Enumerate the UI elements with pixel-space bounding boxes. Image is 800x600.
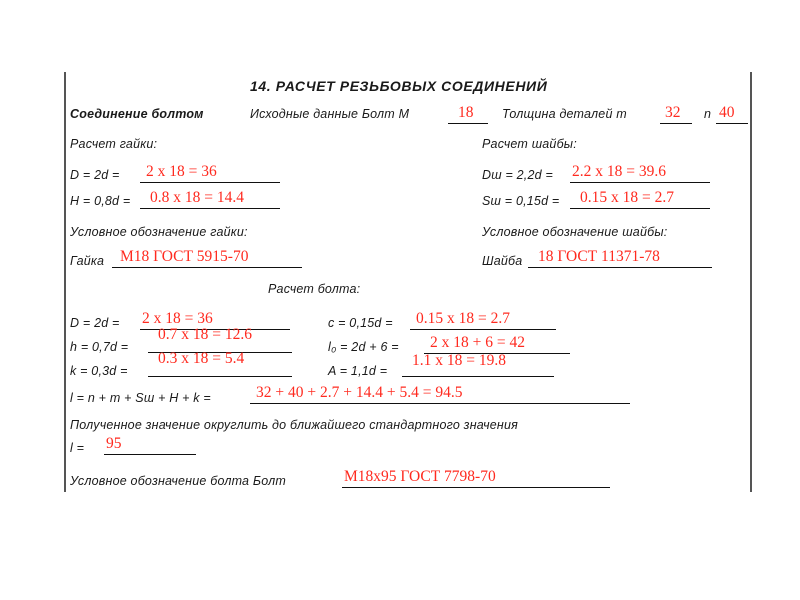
bolt-l-label: l = n + m + Sш + H + k = [70,391,211,405]
round-note: Полученное значение округлить до ближайшего стандартного значения [70,418,519,432]
washer-designation-value: 18 ГОСТ 11371-78 [538,248,660,265]
bolt-A-label: A = 1,1d = [328,364,388,378]
nut-D-label: D = 2d = [70,168,120,182]
bolt-A-value: 1.1 x 18 = 19.8 [412,352,506,369]
nut-designation-value: М18 ГОСТ 5915-70 [120,248,249,265]
bolt-h-label: h = 0,7d = [70,340,129,354]
nut-heading: Расчет гайки: [70,137,158,151]
bolt-D-label: D = 2d = [70,316,120,330]
bolt-heading: Расчет болта: [268,282,361,296]
bolt-k-label: k = 0,3d = [70,364,128,378]
n-label: n [704,107,712,121]
form-title: 14. РАСЧЕТ РЕЗЬБОВЫХ СОЕДИНЕНИЙ [250,78,548,94]
bolt-l0-label: l₀ = 2d + 6 = [328,340,399,354]
washer-heading: Расчет шайбы: [482,137,577,151]
n-value: 40 [719,104,735,121]
nut-D-value: 2 x 18 = 36 [146,163,217,180]
bolt-D-value: 2 x 18 = 36 [142,310,213,327]
bolt-diameter-value: 18 [458,104,474,121]
nut-designation-label: Условное обозначение гайки: [70,225,248,239]
bolt-designation-value: М18х95 ГОСТ 7798-70 [344,468,496,485]
washer-Dsh-value: 2.2 x 18 = 39.6 [572,163,666,180]
bolt-h-value: 0.7 x 18 = 12.6 [158,326,252,343]
m-value: 32 [665,104,681,121]
washer-Ssh-value: 0.15 x 18 = 2.7 [580,189,674,206]
bolt-connection-label: Соединение болтом [70,107,204,121]
bolt-k-value: 0.3 x 18 = 5.4 [158,350,245,367]
washer-designation-label: Условное обозначение шайбы: [482,225,668,239]
nut-H-value: 0.8 x 18 = 14.4 [150,189,244,206]
bolt-l-final-value: 95 [106,435,122,452]
washer-Ssh-label: Sш = 0,15d = [482,194,560,208]
bolt-c-label: c = 0,15d = [328,316,393,330]
bolt-c-value: 0.15 x 18 = 2.7 [416,310,510,327]
nut-H-label: H = 0,8d = [70,194,131,208]
bolt-designation-label: Условное обозначение болта Болт [70,474,286,488]
washer-prefix-label: Шайба [482,254,523,268]
nut-prefix-label: Гайка [70,254,105,268]
washer-Dsh-label: Dш = 2,2d = [482,168,553,182]
bolt-l0-value: 2 x 18 + 6 = 42 [430,334,525,351]
thickness-label: Толщина деталей m [502,107,627,121]
initial-data-label: Исходные данные Болт М [250,107,410,121]
bolt-l-final-label: l = [70,441,85,455]
bolt-l-value: 32 + 40 + 2.7 + 14.4 + 5.4 = 94.5 [256,384,463,401]
